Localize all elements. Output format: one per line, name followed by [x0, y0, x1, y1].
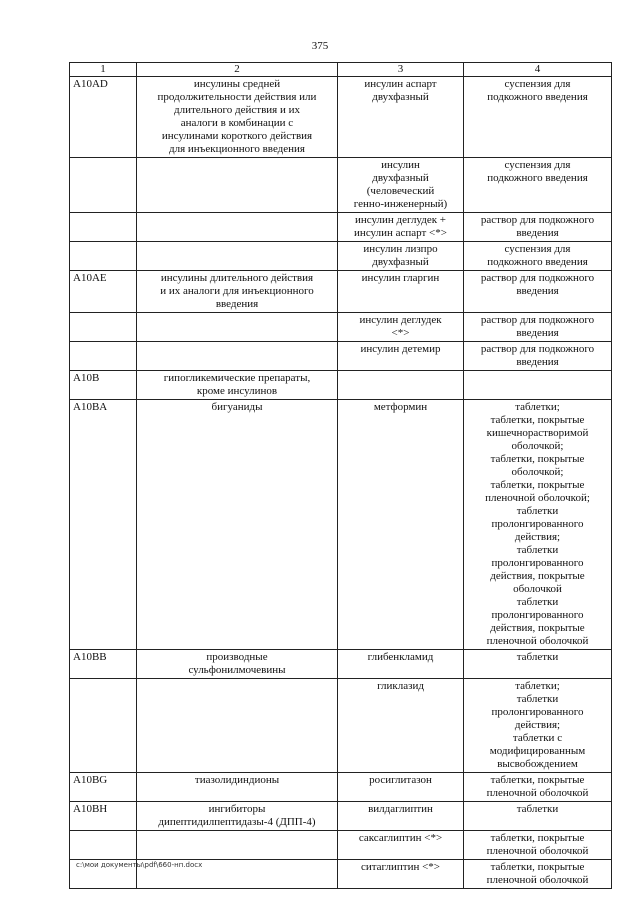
drug-name-line: гликлазид [377, 680, 424, 692]
dosage-form-line: подкожного введения [487, 256, 588, 268]
drug-name-cell [338, 773, 464, 802]
dosage-form-line: пленочной оболочкой [486, 787, 589, 799]
drug-name-line: двухфазный [372, 91, 429, 103]
dosage-form-line: подкожного введения [487, 172, 588, 184]
group-name-line: инсулины длительного действия [160, 272, 314, 284]
dosage-form-line: действия, покрытые [490, 622, 585, 634]
dosage-form-line: таблетки [516, 803, 559, 815]
drug-name-cell [338, 158, 464, 213]
table-row [70, 77, 612, 158]
group-name-line: длительного действия и их [173, 104, 300, 116]
dosage-form-line: таблетки, покрытые [490, 414, 585, 426]
drug-name-cell [338, 313, 464, 342]
dosage-form-cell [464, 271, 612, 313]
atc-code-cell [70, 371, 137, 400]
dosage-form-cell [464, 679, 612, 773]
table-row [70, 158, 612, 213]
dosage-form-line: действия; [514, 719, 561, 731]
drug-name-line: глибенкламид [367, 651, 434, 663]
group-cell [137, 371, 338, 400]
dosage-form-line: введения [516, 327, 559, 339]
dosage-form-cell [464, 860, 612, 889]
group-name-line: продолжительности действия или [157, 91, 317, 103]
table-row [70, 313, 612, 342]
dosage-form-cell [464, 242, 612, 271]
table-row [70, 679, 612, 773]
atc-code-cell [70, 400, 137, 650]
table-row [70, 831, 612, 860]
group-name-line: сульфонилмочевины [188, 664, 286, 676]
dosage-form-line: суспензия для [504, 159, 571, 171]
dosage-form-line: оболочкой [513, 583, 562, 595]
drug-name-line: двухфазный [372, 256, 429, 268]
group-name-line: тиазолидиндионы [194, 774, 280, 786]
group-cell [137, 77, 338, 158]
drug-name-line: инсулин лизпро [363, 243, 438, 255]
atc-code-cell [70, 831, 137, 860]
dosage-form-line: суспензия для [504, 78, 571, 90]
drug-name-line: инсулин [381, 159, 420, 171]
atc-code-cell [70, 313, 137, 342]
dosage-form-line: оболочкой; [511, 466, 564, 478]
dosage-form-cell [464, 650, 612, 679]
atc-code: A10BH [73, 803, 108, 815]
group-cell [137, 271, 338, 313]
drug-name-line: инсулин деглудек [359, 314, 442, 326]
group-name-line: и их аналоги для инъекционного [160, 285, 314, 297]
dosage-form-line: суспензия для [504, 243, 571, 255]
drug-name-line: метформин [373, 401, 428, 413]
group-name-line: для инъекционного введения [169, 143, 305, 155]
dosage-form-line: пролонгированного [491, 706, 584, 718]
table-row [70, 400, 612, 650]
dosage-form-line: раствор для подкожного [480, 272, 595, 284]
group-cell [137, 773, 338, 802]
dosage-form-line: высвобождением [497, 758, 578, 770]
atc-code-cell [70, 213, 137, 242]
table-row [70, 342, 612, 371]
dosage-form-cell [464, 371, 612, 400]
dosage-form-cell [464, 313, 612, 342]
drug-name-cell [338, 400, 464, 650]
dosage-form-line: пленочной оболочкой [486, 845, 589, 857]
group-name-line: дипептидилпептидазы-4 (ДПП-4) [158, 816, 316, 828]
dosage-form-line: модифицированным [489, 745, 586, 757]
dosage-form-cell [464, 213, 612, 242]
drug-name-cell [338, 242, 464, 271]
group-name-line: инсулины средней [193, 78, 281, 90]
group-name-line: инсулинами короткого действия [161, 130, 313, 142]
group-name-line: кроме инсулинов [196, 385, 278, 397]
table-row [70, 650, 612, 679]
atc-code: A10BB [73, 651, 107, 663]
dosage-form-line: оболочкой; [511, 440, 564, 452]
dosage-form-line: таблетки; [515, 680, 560, 692]
atc-code: A10BA [73, 401, 108, 413]
atc-code-cell [70, 773, 137, 802]
drug-name-line: генно-инженерный) [353, 198, 448, 210]
table-row [70, 213, 612, 242]
group-cell [137, 831, 338, 860]
drug-name-line: инсулин деглудек + [354, 214, 447, 226]
dosage-form-line: таблетки, покрытые [490, 453, 585, 465]
table-row [70, 242, 612, 271]
dosage-form-line: таблетки [516, 544, 559, 556]
atc-code-cell [70, 342, 137, 371]
table-header-row [70, 63, 612, 77]
drug-name-line: вилдаглиптин [368, 803, 433, 815]
drug-name-cell [338, 271, 464, 313]
atc-code: A10AD [73, 78, 108, 90]
footer-file-path: c:\мои документы\pdf\660-нп.docx [76, 861, 203, 869]
table-row [70, 773, 612, 802]
group-cell [137, 342, 338, 371]
drug-table [69, 62, 612, 889]
drug-name-line: (человеческий [366, 185, 435, 197]
atc-code-cell [70, 271, 137, 313]
group-name-line: производные [206, 651, 268, 663]
drug-name-cell [338, 802, 464, 831]
atc-code-cell [70, 679, 137, 773]
drug-name-cell [338, 831, 464, 860]
group-cell [137, 313, 338, 342]
group-cell [137, 242, 338, 271]
atc-code: A10BG [73, 774, 108, 786]
dosage-form-cell [464, 400, 612, 650]
drug-name-line: <*> [391, 327, 410, 339]
atc-code-cell [70, 242, 137, 271]
atc-code-cell [70, 650, 137, 679]
drug-name-cell [338, 77, 464, 158]
dosage-form-line: пролонгированного [491, 518, 584, 530]
dosage-form-line: раствор для подкожного [480, 343, 595, 355]
column-header-2: 2 [137, 63, 338, 77]
atc-code-cell [70, 802, 137, 831]
drug-name-line: инсулин аспарт [364, 78, 437, 90]
dosage-form-line: таблетки, покрытые [490, 832, 585, 844]
dosage-form-cell [464, 342, 612, 371]
column-header-3: 3 [338, 63, 464, 77]
dosage-form-line: раствор для подкожного [480, 314, 595, 326]
group-name-line: ингибиторы [208, 803, 266, 815]
atc-code-cell [70, 77, 137, 158]
dosage-form-line: пролонгированного [491, 557, 584, 569]
table-row [70, 802, 612, 831]
group-cell [137, 158, 338, 213]
drug-name-line: инсулин детемир [360, 343, 441, 355]
drug-name-cell [338, 213, 464, 242]
dosage-form-line: таблетки, покрытые [490, 774, 585, 786]
drug-name-cell [338, 679, 464, 773]
dosage-form-line: таблетки [516, 596, 559, 608]
dosage-form-cell [464, 773, 612, 802]
dosage-form-line: таблетки, покрытые [490, 861, 585, 873]
table-row [70, 371, 612, 400]
dosage-form-line: таблетки [516, 693, 559, 705]
column-header-4: 4 [464, 63, 612, 77]
page-number: 375 [311, 40, 329, 52]
dosage-form-line: действия, покрытые [490, 570, 585, 582]
dosage-form-line: таблетки [516, 505, 559, 517]
drug-name-line: саксаглиптин <*> [358, 832, 443, 844]
dosage-form-line: введения [516, 356, 559, 368]
group-cell [137, 650, 338, 679]
dosage-form-line: действия; [514, 531, 561, 543]
dosage-form-line: пролонгированного [491, 609, 584, 621]
table-body [70, 77, 612, 889]
group-cell [137, 400, 338, 650]
drug-name-cell [338, 342, 464, 371]
dosage-form-cell [464, 77, 612, 158]
dosage-form-line: пленочной оболочкой [486, 635, 589, 647]
dosage-form-line: таблетки [516, 651, 559, 663]
group-name-line: бигуаниды [211, 401, 263, 413]
drug-name-cell [338, 371, 464, 400]
dosage-form-line: таблетки; [515, 401, 560, 413]
group-cell [137, 213, 338, 242]
drug-name-line: инсулин гларгин [361, 272, 440, 284]
dosage-form-line: таблетки, покрытые [490, 479, 585, 491]
dosage-form-cell [464, 158, 612, 213]
dosage-form-line: подкожного введения [487, 91, 588, 103]
dosage-form-line: пленочной оболочкой; [485, 492, 590, 504]
drug-name-line: инсулин аспарт <*> [354, 227, 447, 239]
dosage-form-cell [464, 831, 612, 860]
dosage-form-line: раствор для подкожного [480, 214, 595, 226]
atc-code-cell [70, 158, 137, 213]
dosage-form-line: кишечнорастворимой [486, 427, 589, 439]
dosage-form-line: введения [516, 285, 559, 297]
group-cell [137, 802, 338, 831]
group-name-line: гипогликемические препараты, [163, 372, 311, 384]
group-name-line: аналоги в комбинации с [180, 117, 294, 129]
dosage-form-line: таблетки с [512, 732, 563, 744]
atc-code: A10AE [73, 272, 107, 284]
drug-name-line: росиглитазон [369, 774, 432, 786]
drug-name-line: двухфазный [372, 172, 429, 184]
group-cell [137, 679, 338, 773]
drug-name-cell [338, 650, 464, 679]
dosage-form-line: пленочной оболочкой [486, 874, 589, 886]
drug-name-line: ситаглиптин <*> [360, 861, 441, 873]
drug-name-cell [338, 860, 464, 889]
atc-code: A10B [73, 372, 100, 384]
dosage-form-cell [464, 802, 612, 831]
table-row [70, 271, 612, 313]
column-header-1: 1 [70, 63, 137, 77]
group-name-line: введения [215, 298, 259, 310]
dosage-form-line: введения [516, 227, 559, 239]
